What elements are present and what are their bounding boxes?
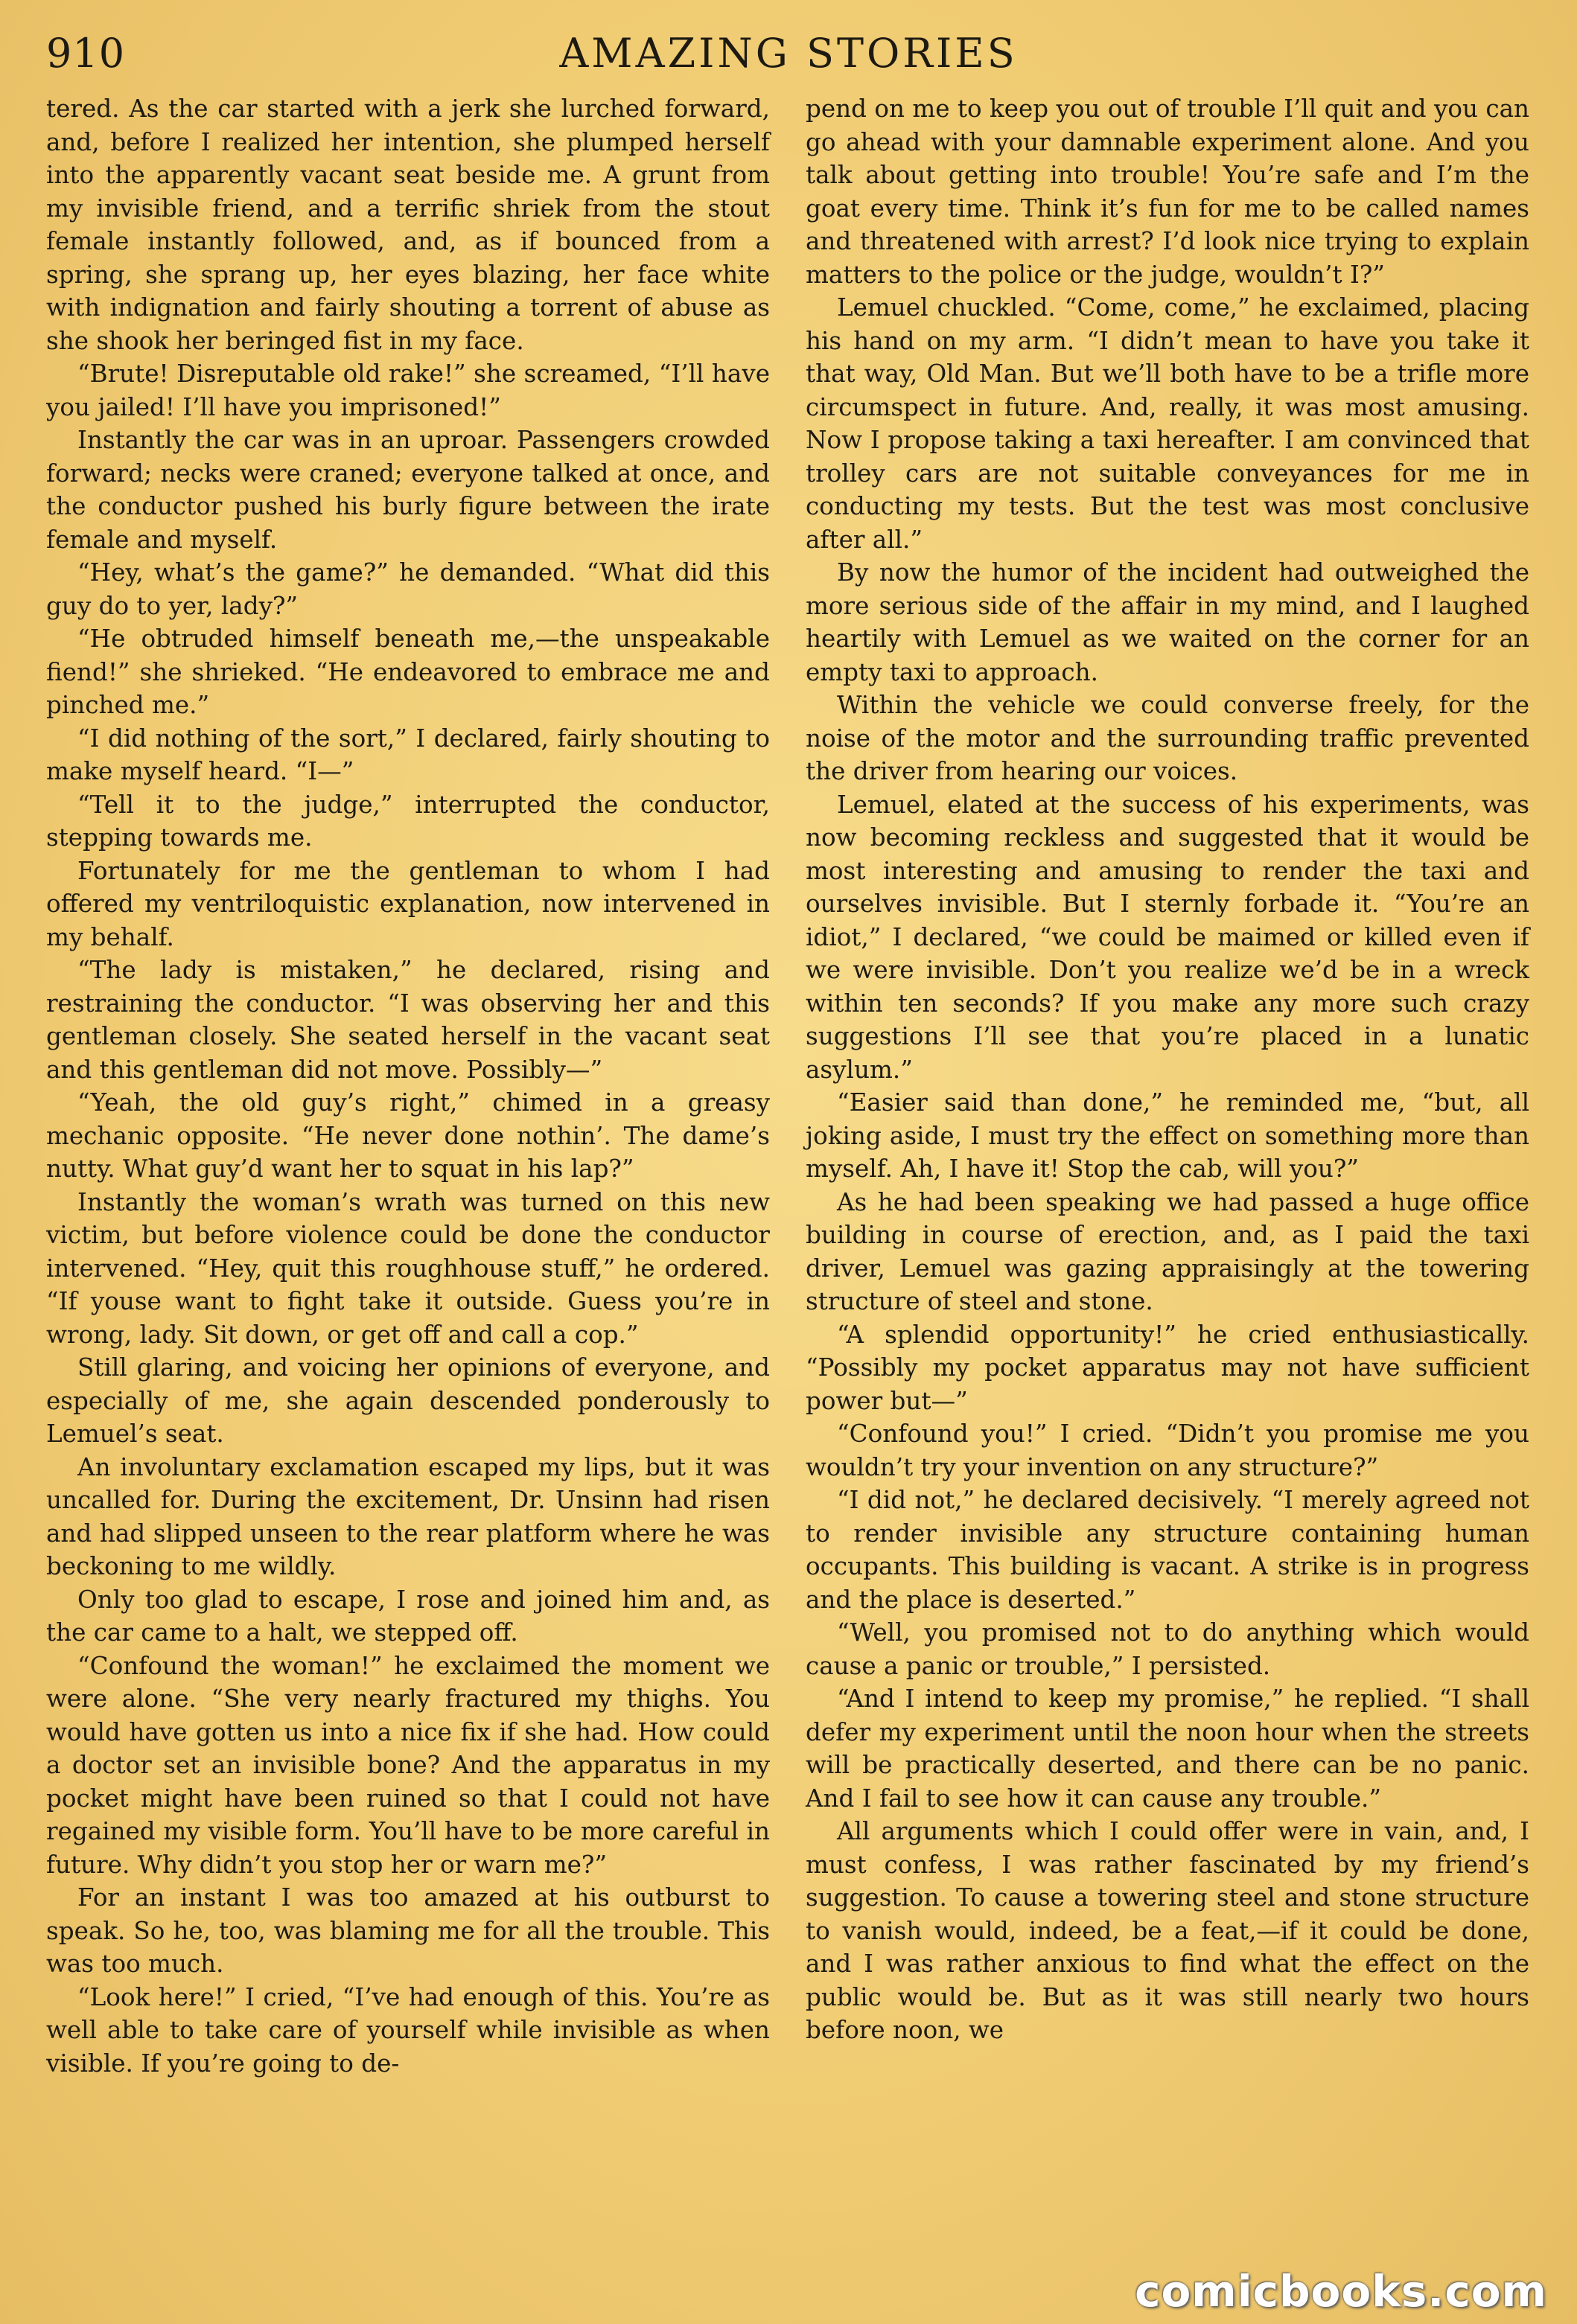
paragraph: All arguments which I could offer were in vain, and, I must confess, I was rather fascinated by my friend’s suggestion. To cause a towering steel and stone structure to vanish would, indeed, be a feat,—if it could be done, and I was rather anxious to find what the effect on the public would be. But as it was still nearly two hours before noon, we: [806, 1817, 1529, 2044]
paragraph: “A splendid opportunity!” he cried enthusiastically. “Possibly my pocket apparatus may not have sufficient power but—”: [806, 1320, 1529, 1415]
paragraph: “Confound the woman!” he exclaimed the moment we were alone. “She very nearly fractured my thighs. You would have gotten us into a nice fix if she had. How could a doctor set an invisible bone? And the apparatus in my pocket might have been ruined so that I could not have regained my visible form. You’ll have to be more careful in future. Why didn’t you stop her or warn me?”: [46, 1651, 770, 1879]
paragraph: Only too glad to escape, I rose and joined him and, as the car came to a halt, we stepped off.: [46, 1585, 770, 1647]
paragraph: “Hey, what’s the game?” he demanded. “What did this guy do to yer, lady?”: [46, 558, 770, 620]
paragraph: Still glaring, and voicing her opinions of everyone, and especially of me, she again descended ponderously to Lemuel’s seat.: [46, 1353, 770, 1448]
paragraph: Fortunately for me the gentleman to whom I had offered my ventriloquistic explanation, now intervened in my behalf.: [46, 856, 770, 951]
magazine-title: AMAZING STORIES: [559, 30, 1018, 77]
paragraph: Instantly the woman’s wrath was turned on this new victim, but before violence could be done the conductor intervened. “Hey, quit this roughhouse stuff,” he ordered. “If youse want to fight take it outside. Guess you’re in wrong, lady. Sit down, or get off and call a cop.”: [46, 1187, 770, 1349]
paragraph: As he had been speaking we had passed a huge office building in course of erection, and, as I paid the taxi driver, Lemuel was gazing appraisingly at the towering structure of steel and stone.: [806, 1187, 1529, 1315]
paragraph: “He obtruded himself beneath me,—the unspeakable fiend!” she shrieked. “He endeavored to embrace me and pinched me.”: [46, 625, 770, 719]
paragraph: Within the vehicle we could converse freely, for the noise of the motor and the surrounding traffic prevented the driver from hearing our voices.: [806, 691, 1529, 785]
paragraph: “I did not,” he declared decisively. “I merely agreed not to render invisible any structure containing human occupants. This building is vacant. A strike is in progress and the place is deserted.”: [806, 1486, 1529, 1614]
paragraph: Instantly the car was in an uproar. Passengers crowded forward; necks were craned; everyone talked at once, and the conductor pushed his burly figure between the irate female and myself.: [46, 426, 770, 554]
paragraph: “And I intend to keep my promise,” he replied. “I shall defer my experiment until the noon hour when the streets will be practically deserted, and there can be no panic. And I fail to see how it can cause any trouble.”: [806, 1685, 1529, 1813]
paragraph: For an instant I was too amazed at his outburst to speak. So he, too, was blaming me for all the trouble. This was too much.: [46, 1883, 770, 1978]
paragraph: “Well, you promised not to do anything which would cause a panic or trouble,” I persisted.: [806, 1618, 1529, 1680]
page-header: [46, 27, 1531, 86]
paragraph: “The lady is mistaken,” he declared, rising and restraining the conductor. “I was observing her and this gentleman closely. She seated herself in the vacant seat and this gentleman did not move. Possibly—”: [46, 956, 770, 1084]
paragraph: “I did nothing of the sort,” I declared, fairly shouting to make myself heard. “I—”: [46, 724, 770, 785]
paragraph: By now the humor of the incident had outweighed the more serious side of the affair in my mind, and I laughed heartily with Lemuel as we waited on the corner for an empty taxi to approach.: [806, 558, 1529, 686]
paragraph: “Brute! Disreputable old rake!” she screamed, “I’ll have you jailed! I’ll have you imprisoned!”: [46, 360, 770, 421]
paragraph: “Easier said than done,” he reminded me, “but, all joking aside, I must try the effect on something more than myself. Ah, I have it! Stop the cab, will you?”: [806, 1088, 1529, 1183]
right-column: [806, 92, 1529, 2047]
paragraph: Lemuel, elated at the success of his experiments, was now becoming reckless and suggested that it would be most interesting and amusing to render the taxi and ourselves invisible. But I sternly forbade it. “You’re an idiot,” I declared, “we could be maimed or killed even if we were invisible. Don’t you realize we’d be in a wreck within ten seconds? If you make any more such crazy suggestions I’ll see that you’re placed in a lunatic asylum.”: [806, 790, 1529, 1084]
left-column: [46, 92, 770, 2080]
page-number: 910: [46, 30, 126, 77]
paragraph: “Confound you!” I cried. “Didn’t you promise me you wouldn’t try your invention on any structure?”: [806, 1420, 1529, 1481]
watermark: comicbooks.com: [1135, 2266, 1547, 2317]
paragraph: An involuntary exclamation escaped my lips, but it was uncalled for. During the excitement, Dr. Unsinn had risen and had slipped unseen to the rear platform where he was beckoning to me wildly.: [46, 1452, 770, 1580]
paragraph: Lemuel chuckled. “Come, come,” he exclaimed, placing his hand on my arm. “I didn’t mean to have you take it that way, Old Man. But we’ll both have to be a trifle more circumspect in future. And, really, it was most amusing. Now I propose taking a taxi hereafter. I am convinced that trolley cars are not suitable conveyances for me in conducting my tests. But the test was most conclusive after all.”: [806, 293, 1529, 554]
paragraph: “Tell it to the judge,” interrupted the conductor, stepping towards me.: [46, 790, 770, 852]
paragraph: “Look here!” I cried, “I’ve had enough of this. You’re as well able to take care of yourself while invisible as when visible. If you’re going to de-: [46, 1982, 770, 2078]
paragraph: pend on me to keep you out of trouble I’ll quit and you can go ahead with your damnable experiment alone. And you talk about getting into trouble! You’re safe and I’m the goat every time. Think it’s fun for me to be called names and threatened with arrest? I’d look nice trying to explain matters to the police or the judge, wouldn’t I?”: [806, 95, 1529, 289]
paragraph: “Yeah, the old guy’s right,” chimed in a greasy mechanic opposite. “He never done nothin’. The dame’s nutty. What guy’d want her to squat in his lap?”: [46, 1088, 770, 1183]
paragraph: tered. As the car started with a jerk she lurched forward, and, before I realized her intention, she plumped herself into the apparently vacant seat beside me. A grunt from my invisible friend, and a terrific shriek from the stout female instantly followed, and, as if bounced from a spring, she sprang up, her eyes blazing, her face white with indignation and fairly shouting a torrent of abuse as she shook her beringed fist in my face.: [46, 95, 770, 355]
